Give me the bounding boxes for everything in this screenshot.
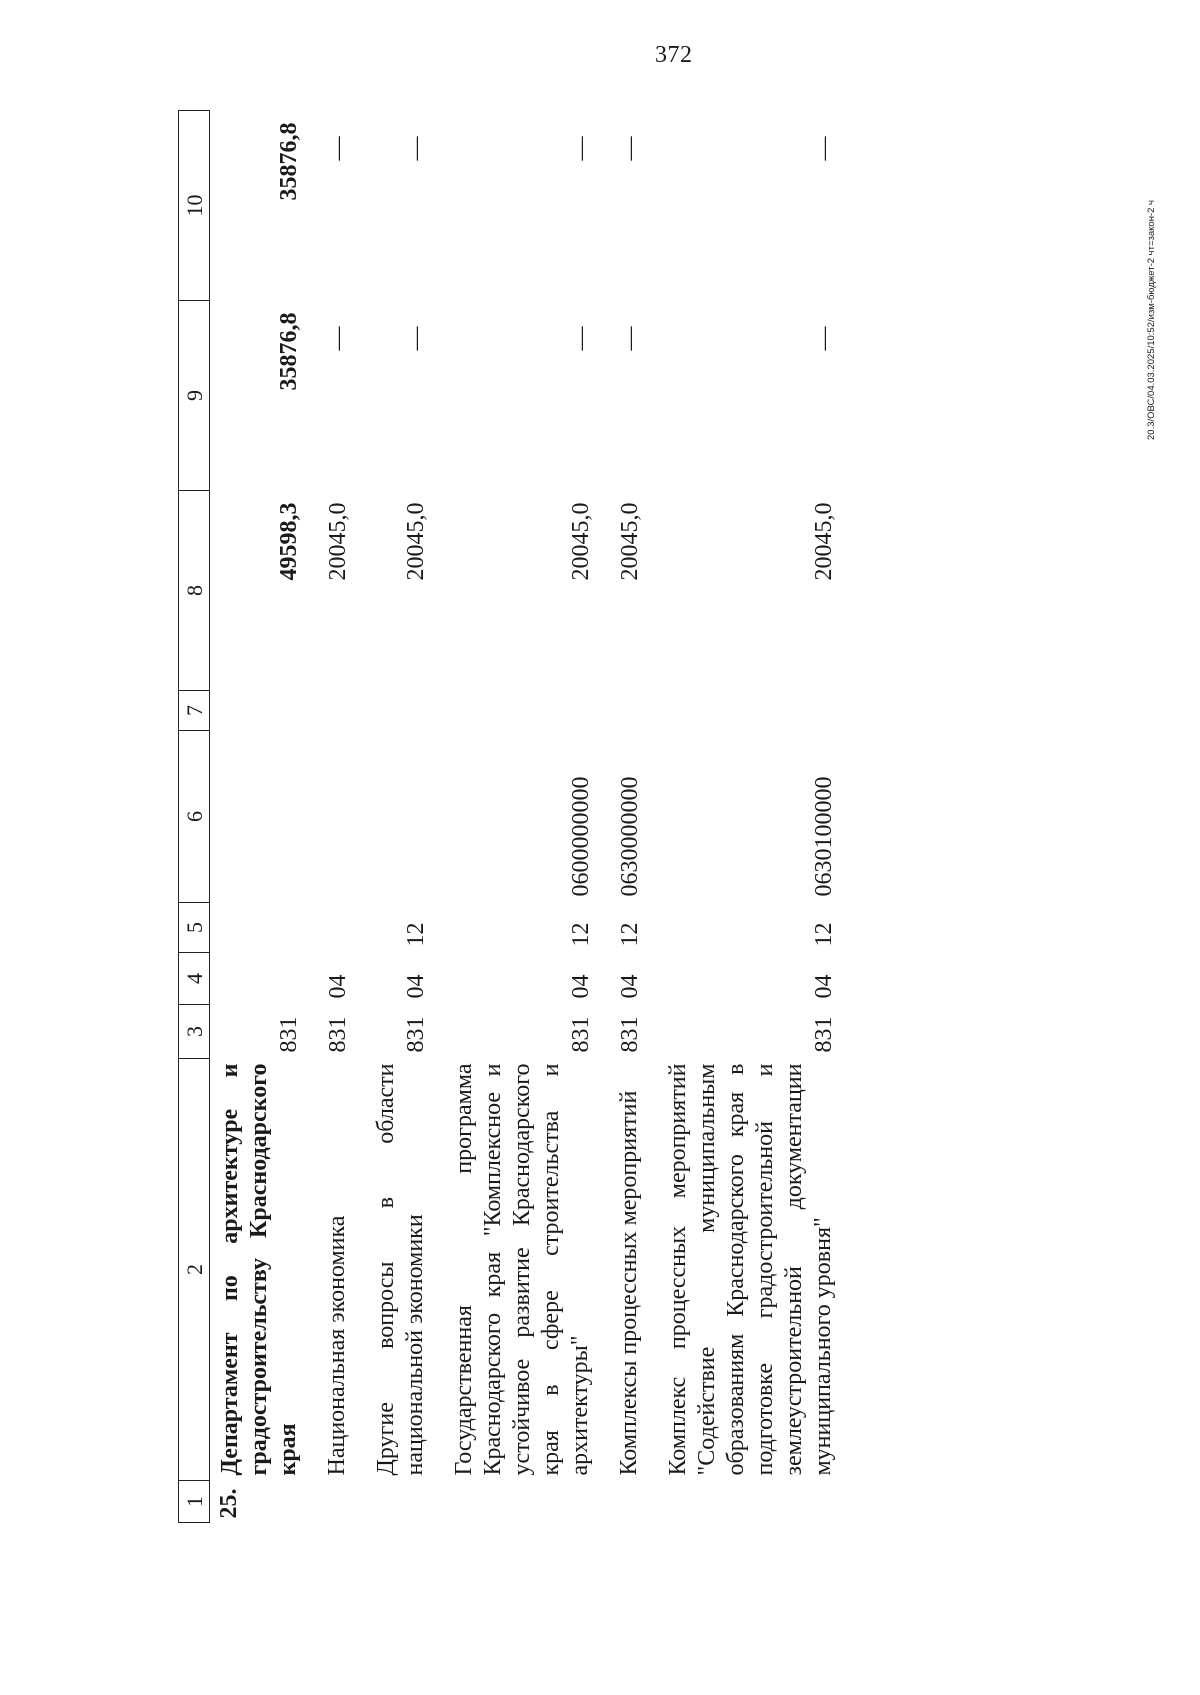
- cell-c6: [323, 731, 372, 903]
- cell-c9: —: [325, 326, 351, 351]
- cell-c3: 831: [811, 1016, 837, 1053]
- cell-c3: 831: [403, 1016, 429, 1053]
- row-number: [323, 1481, 372, 1523]
- cell-c7: [664, 691, 858, 731]
- cell-c6: 0630000000: [617, 776, 643, 897]
- cell-c6: 0600000000: [568, 776, 594, 897]
- cell-c9: 35876,8: [276, 312, 302, 391]
- cell-c9: —: [811, 326, 837, 351]
- cell-c7: [210, 691, 324, 731]
- row-number: [372, 1481, 450, 1523]
- header-col-5: 5: [179, 903, 210, 953]
- table-row: [372, 111, 450, 1523]
- row-name: Национальная экономика: [324, 1215, 350, 1476]
- budget-table: [178, 110, 858, 1523]
- header-col-10: 10: [179, 111, 210, 301]
- cell-c10: —: [568, 136, 594, 161]
- cell-c4: 04: [811, 974, 837, 999]
- cell-c7: [450, 691, 615, 731]
- table-row: [210, 111, 324, 1523]
- cell-c10: 35876,8: [276, 122, 302, 201]
- cell-c5: 12: [568, 922, 594, 947]
- cell-c5: [210, 903, 324, 953]
- cell-c4: 04: [568, 974, 594, 999]
- page-number: 372: [655, 42, 693, 68]
- header-col-8: 8: [179, 491, 210, 691]
- table-row: [615, 111, 664, 1523]
- header-row: [179, 111, 210, 1523]
- header-col-4: 4: [179, 953, 210, 1005]
- cell-c5: 12: [403, 922, 429, 947]
- footer-text: 20.3/ОВС/04.03.2025/10:52/изм-бюджет-2 чт=закон-2 ч: [1146, 200, 1157, 440]
- row-name: Комплексы процессных мероприятий: [616, 1090, 642, 1476]
- cell-c4: 04: [325, 974, 351, 999]
- cell-c10: —: [403, 136, 429, 161]
- cell-c3: 831: [325, 1016, 351, 1053]
- cell-c9: —: [403, 326, 429, 351]
- row-number: [450, 1481, 615, 1523]
- cell-c6: [210, 731, 324, 903]
- table-row: [450, 111, 615, 1523]
- cell-c7: [323, 691, 372, 731]
- row-name: Комплекс процессных мероприятий "Содействие муниципальным образованиям Краснодарского края в подготовке градостроительной и землеустроительной документации муниципального уровня": [665, 1063, 836, 1476]
- cell-c7: [615, 691, 664, 731]
- row-name: Другие вопросы в области национальной экономики: [373, 1063, 428, 1476]
- cell-c8: 20045,0: [568, 502, 594, 581]
- cell-c3: 831: [568, 1016, 594, 1053]
- cell-c3: 831: [617, 1016, 643, 1053]
- header-col-6: 6: [179, 731, 210, 903]
- cell-c4: 04: [617, 974, 643, 999]
- header-col-2: 2: [179, 1059, 210, 1481]
- row-number: [615, 1481, 664, 1523]
- cell-c5: 12: [617, 922, 643, 947]
- cell-c8: 20045,0: [403, 502, 429, 581]
- rotated-table-wrapper: [178, 111, 1038, 1523]
- cell-c4: [210, 953, 324, 1005]
- row-number: 25.: [216, 1488, 242, 1519]
- header-col-3: 3: [179, 1005, 210, 1059]
- cell-c8: 49598,3: [276, 502, 302, 581]
- cell-c4: 04: [403, 974, 429, 999]
- cell-c5: [323, 903, 372, 953]
- cell-c5: 12: [811, 922, 837, 947]
- cell-c7: [372, 691, 450, 731]
- row-name: Государственная программа Краснодарского края "Комплексное и устойчивое развитие Краснодарского края в сфере строительства и архитектуры": [451, 1063, 593, 1476]
- cell-c9: —: [617, 326, 643, 351]
- table-row: [664, 111, 858, 1523]
- row-number: [664, 1481, 858, 1523]
- cell-c8: 20045,0: [617, 502, 643, 581]
- header-col-1: 1: [179, 1481, 210, 1523]
- table-row: [323, 111, 372, 1523]
- row-name: Департамент по архитектуре и градостроительству Краснодарского края: [217, 1063, 301, 1476]
- cell-c10: —: [811, 136, 837, 161]
- header-col-9: 9: [179, 301, 210, 491]
- header-col-7: 7: [179, 691, 210, 731]
- cell-c6: 0630100000: [811, 776, 837, 897]
- document-footer: [1146, 200, 1157, 441]
- cell-c8: 20045,0: [325, 502, 351, 581]
- cell-c10: —: [325, 136, 351, 161]
- cell-c6: [372, 731, 450, 903]
- cell-c3: 831: [276, 1016, 302, 1053]
- cell-c8: 20045,0: [811, 502, 837, 581]
- cell-c10: —: [617, 136, 643, 161]
- cell-c9: —: [568, 326, 594, 351]
